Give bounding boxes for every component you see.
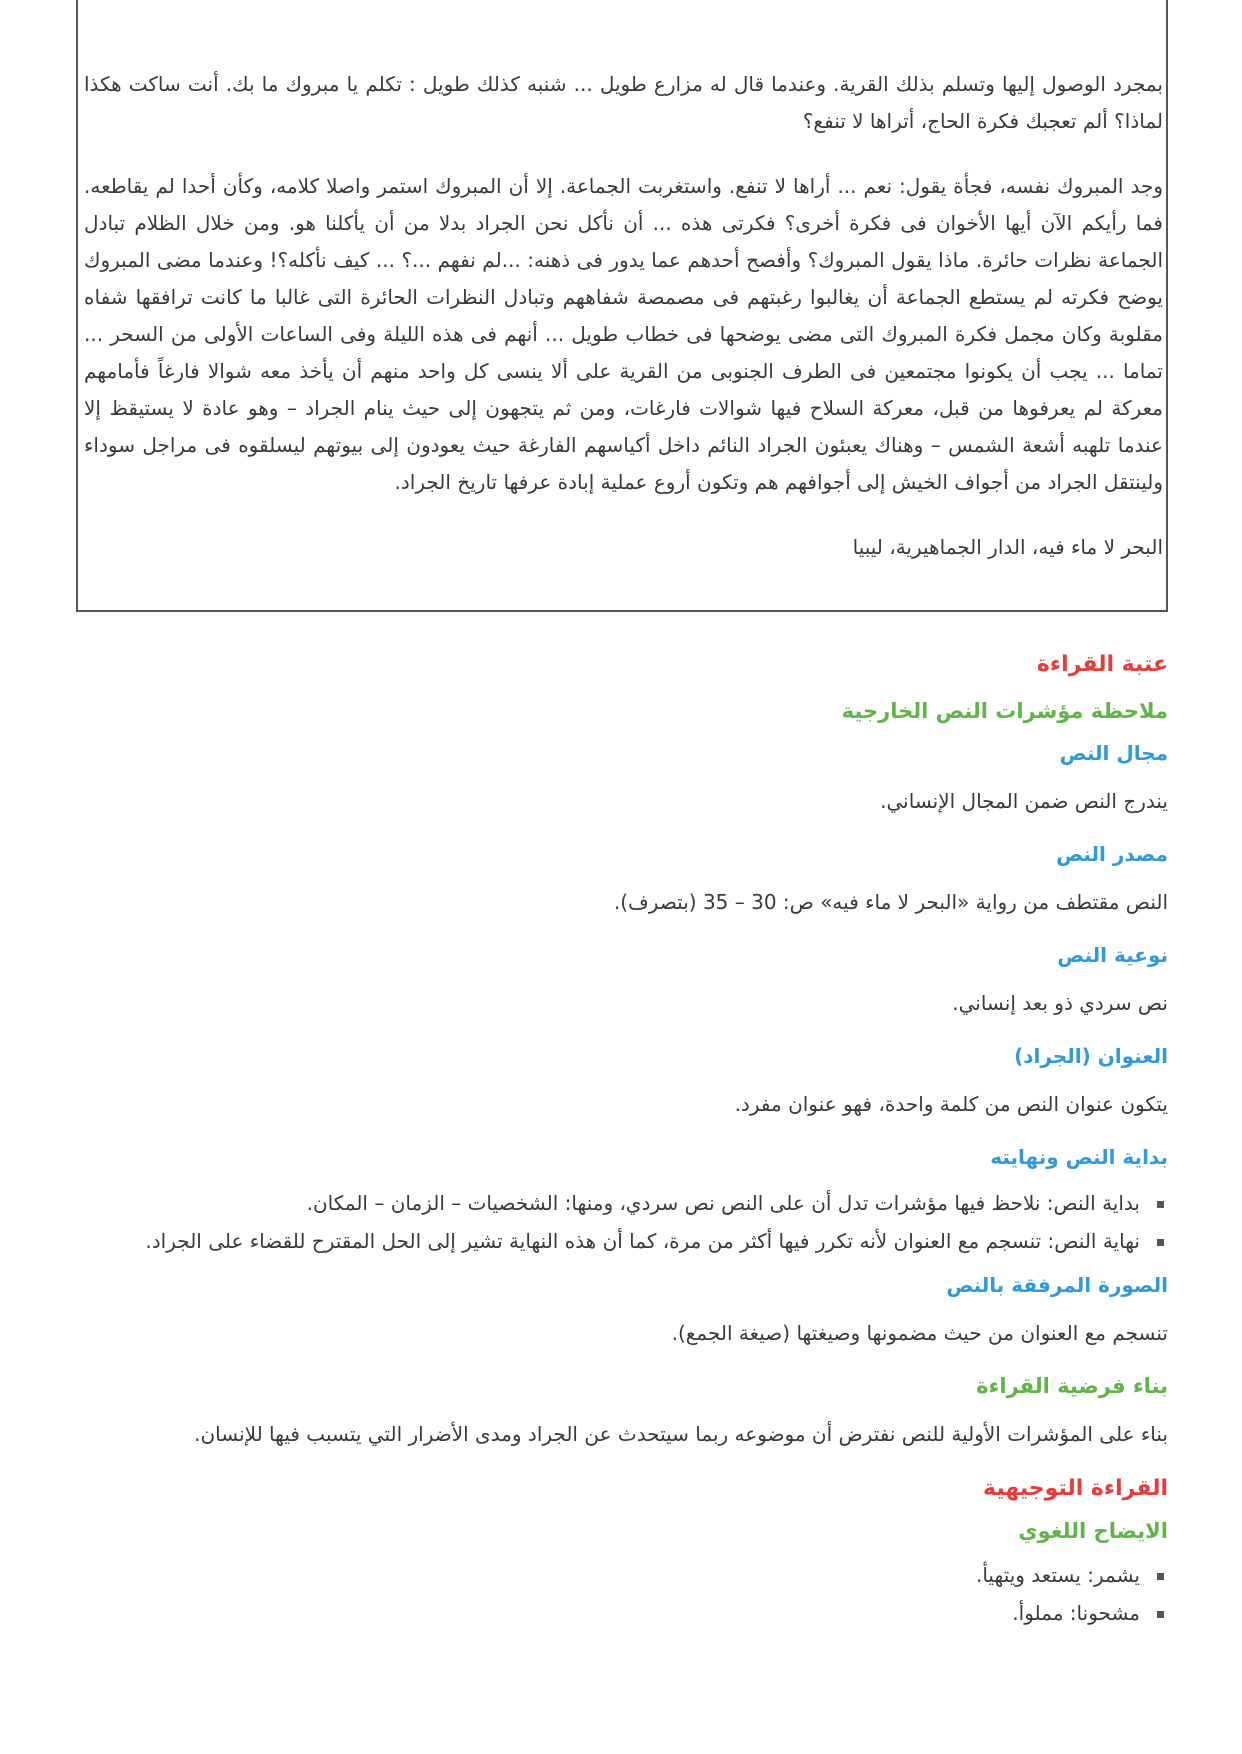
vocabulary-list — [76, 1560, 1168, 1628]
square-bullet-icon — [1157, 1201, 1164, 1208]
text-source-body: النص مقتطف من رواية «البحر لا ماء فيه» ص: 30 – 35 (بتصرف). — [613, 890, 1168, 914]
list-item-text: يشمر: يستعد ويتهيأ. — [975, 1563, 1140, 1587]
story-paragraph-1: بمجرد الوصول إليها وتسلم بذلك القرية. وعندما قال له مزارع طويل ... شنبه كذلك طويل : تكلم يا مبروك ما بك. أنت ساكت هكذا لماذا؟ ألم تعجبك فكرة الحاج، أتراها لا تنفع؟ — [84, 72, 1163, 133]
start-end-list — [76, 1188, 1168, 1256]
heading-guided-reading: القراءة التوجيهية — [982, 1476, 1168, 1501]
square-bullet-icon — [1157, 1573, 1164, 1580]
heading-vocabulary: الايضاح اللغوي — [1018, 1519, 1168, 1543]
heading-start-end: بداية النص ونهايته — [990, 1145, 1168, 1169]
heading-text-source: مصدر النص — [1056, 842, 1168, 866]
square-bullet-icon — [1157, 1611, 1164, 1618]
square-bullet-icon — [1157, 1239, 1164, 1246]
analysis-section — [76, 612, 1168, 1628]
heading-attached-image: الصورة المرفقة بالنص — [946, 1273, 1168, 1297]
heading-text-field: مجال النص — [1059, 741, 1168, 765]
text-field-body: يندرج النص ضمن المجال الإنساني. — [880, 789, 1168, 813]
list-item — [76, 1598, 1168, 1628]
heading-reading-hypothesis: بناء فرضية القراءة — [976, 1374, 1168, 1398]
heading-reading-threshold: عتبة القراءة — [1036, 652, 1168, 677]
text-type-body: نص سردي ذو بعد إنساني. — [952, 991, 1168, 1015]
heading-title: العنوان (الجراد) — [1014, 1044, 1168, 1068]
story-paragraph-2: وجد المبروك نفسه، فجأة يقول: نعم ... أراها لا تنفع. واستغربت الجماعة. إلا أن المبروك استمر واصلا كلامه، وكأن أحدا لم يقاطعه. فما رأيكم الآن أيها الأخوان فى فكرة أخرى؟ فكرتى هذه ... أن نأكل نحن الجراد بدلا من أن يأكلنا هو. ومن خلال الظلام تبادل الجماعة نظرات حائرة. ماذا يقول المبروك؟ وأفصح أحدهم عما يدور فى ذهنه: ...لم نفهم ...؟ ... كيف نأكله؟! وعندما مضى المبروك يوضح فكرته لم يستطع الجماعة أن يغالبوا رغبتهم فى مصمصة شفاههم وتبادل النظرات الحائرة التى غالبا ما كانت ترافقها شفاه مقلوبة وكان مجمل فكرة المبروك التى مضى يوضحها فى خطاب طويل ... أنهم فى هذه الليلة وفى الساعات الأولى من السحر ... تماما ... يجب أن يكونوا مجتمعين فى الطرف الجنوبى من القرية على ألا ينسى كل واحد منهم أن يأخذ معه شوالا فارغاً فأمامهم معركة لم يعرفوها من قبل، معركة السلاح فيها شوالات فارغات، ومن ثم يتجهون إلى حيث ينام الجراد – وهو عادة لا يستيقظ إلا عندما تلهبه أشعة الشمس – وهناك يعبئون الجراد النائم داخل أكياسهم الفارغة حيث يعودون إلى بيوتهم ليسلقوه فى مراجل سوداء ولينتقل الجراد من أجواف الخيش إلى أجوافهم هم وتكون أروع عملية إبادة عرفها تاريخ الجراد. — [84, 174, 1163, 494]
story-credit: البحر لا ماء فيه، الدار الجماهيرية، ليبيا — [852, 535, 1163, 559]
text-hypothesis-body: بناء على المؤشرات الأولية للنص نفترض أن موضوعه ربما سيتحدث عن الجراد ومدى الأضرار التي يتسبب فيها للإنسان. — [194, 1422, 1168, 1446]
list-item-text: مشحونا: مملوأ. — [1012, 1601, 1140, 1625]
heading-external-indicators: ملاحظة مؤشرات النص الخارجية — [841, 699, 1168, 723]
list-item — [76, 1226, 1168, 1256]
list-item — [76, 1188, 1168, 1218]
page-content — [76, 0, 1168, 1628]
list-item-text: بداية النص: نلاحظ فيها مؤشرات تدل أن على النص نص سردي، ومنها: الشخصيات – الزمان – المكان. — [306, 1191, 1140, 1215]
heading-text-type: نوعية النص — [1057, 943, 1168, 967]
list-item — [76, 1560, 1168, 1590]
story-excerpt-box — [76, 0, 1168, 612]
text-title-body: يتكون عنوان النص من كلمة واحدة، فهو عنوان مفرد. — [734, 1092, 1168, 1116]
text-image-body: تنسجم مع العنوان من حيث مضمونها وصيغتها (صيغة الجمع). — [671, 1321, 1168, 1345]
list-item-text: نهاية النص: تنسجم مع العنوان لأنه تكرر فيها أكثر من مرة، كما أن هذه النهاية تشير إلى الحل المقترح للقضاء على الجراد. — [145, 1229, 1140, 1253]
